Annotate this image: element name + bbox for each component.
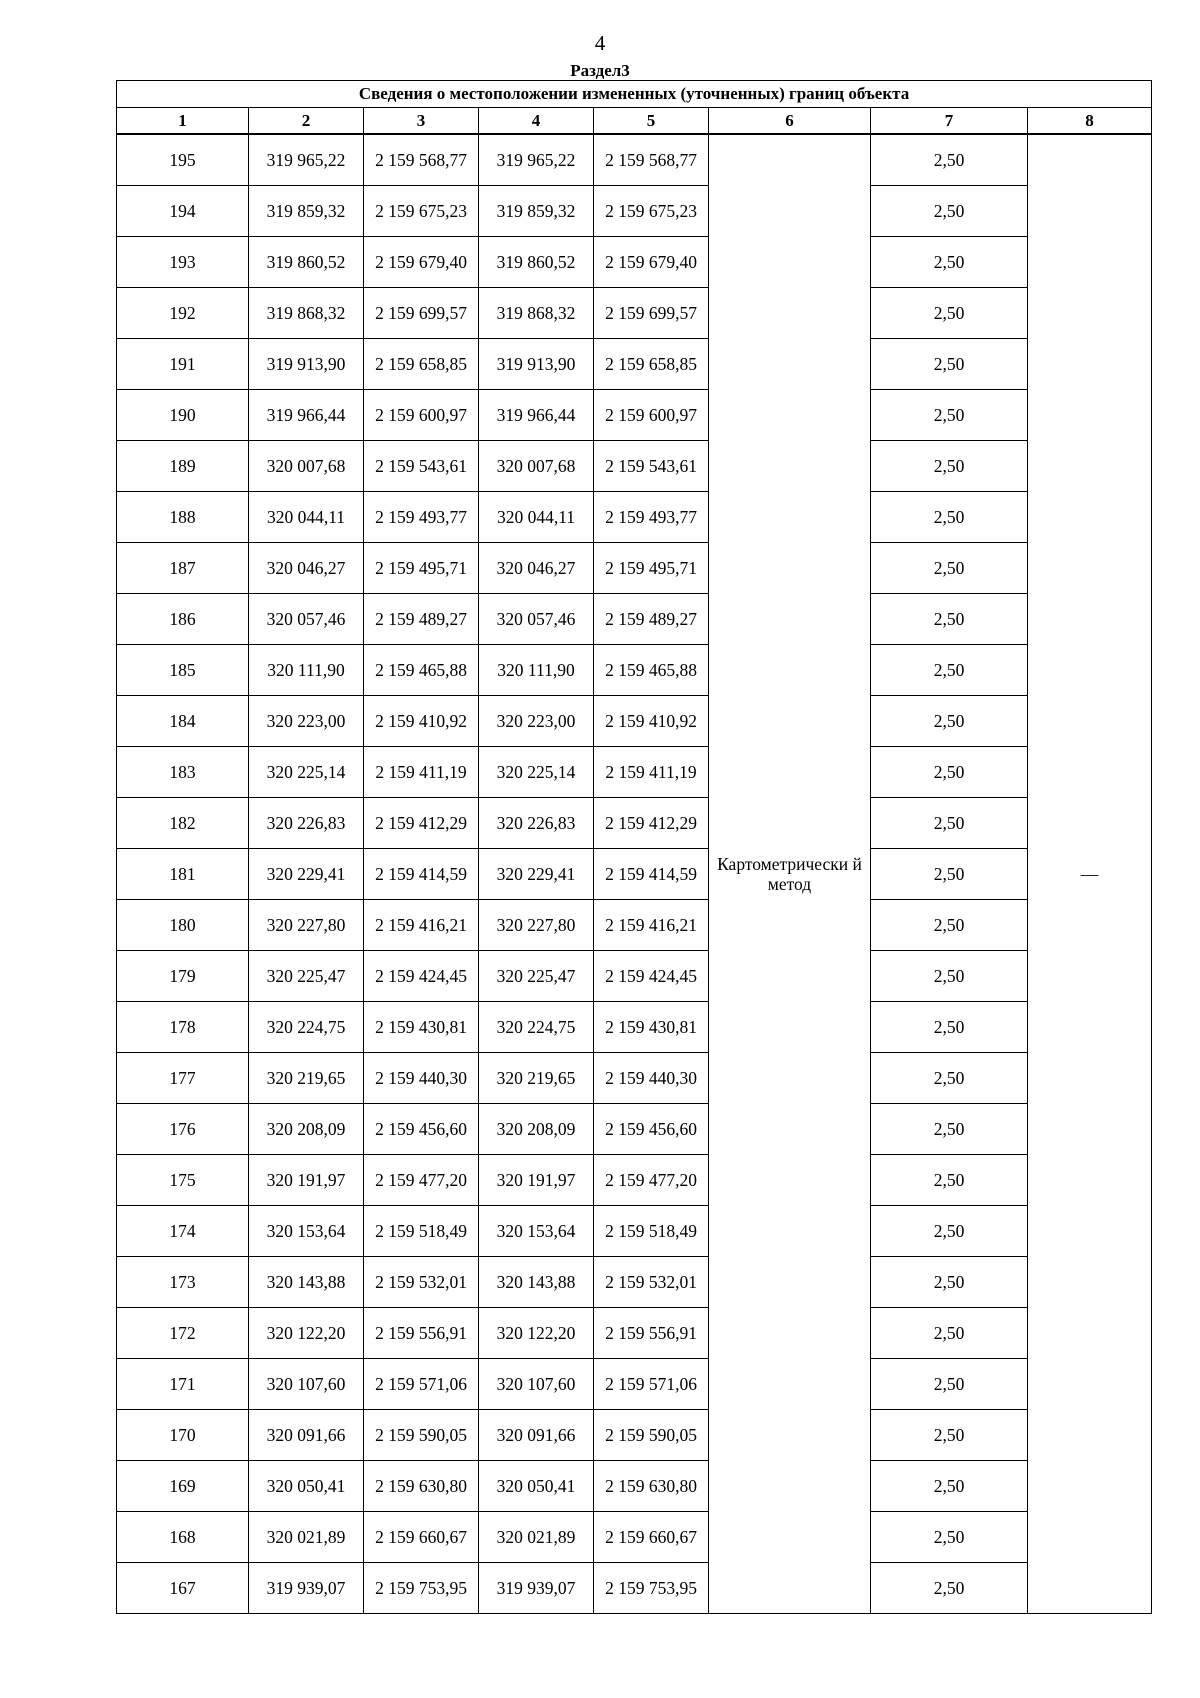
point-number-cell: 183 — [117, 747, 249, 798]
x-old-cell: 319 860,52 — [249, 237, 364, 288]
x-new-cell: 320 046,27 — [479, 543, 594, 594]
accuracy-cell: 2,50 — [871, 1002, 1028, 1053]
x-old-cell: 320 122,20 — [249, 1308, 364, 1359]
accuracy-cell: 2,50 — [871, 747, 1028, 798]
table-row — [117, 1308, 1152, 1359]
point-number-cell: 177 — [117, 1053, 249, 1104]
y-new-cell: 2 159 424,45 — [594, 951, 709, 1002]
y-old-cell: 2 159 518,49 — [364, 1206, 479, 1257]
y-new-cell: 2 159 493,77 — [594, 492, 709, 543]
x-old-cell: 320 111,90 — [249, 645, 364, 696]
point-number-cell: 186 — [117, 594, 249, 645]
accuracy-cell: 2,50 — [871, 441, 1028, 492]
column-number-7: 7 — [871, 108, 1028, 135]
y-old-cell: 2 159 493,77 — [364, 492, 479, 543]
column-number-4: 4 — [479, 108, 594, 135]
y-new-cell: 2 159 477,20 — [594, 1155, 709, 1206]
y-old-cell: 2 159 556,91 — [364, 1308, 479, 1359]
y-old-cell: 2 159 412,29 — [364, 798, 479, 849]
y-old-cell: 2 159 660,67 — [364, 1512, 479, 1563]
y-new-cell: 2 159 465,88 — [594, 645, 709, 696]
section-title: Раздел3 — [570, 61, 630, 80]
x-old-cell: 320 191,97 — [249, 1155, 364, 1206]
y-old-cell: 2 159 600,97 — [364, 390, 479, 441]
accuracy-cell: 2,50 — [871, 288, 1028, 339]
y-old-cell: 2 159 414,59 — [364, 849, 479, 900]
y-new-cell: 2 159 416,21 — [594, 900, 709, 951]
table-row — [117, 543, 1152, 594]
x-new-cell: 320 050,41 — [479, 1461, 594, 1512]
y-new-cell: 2 159 699,57 — [594, 288, 709, 339]
accuracy-cell: 2,50 — [871, 594, 1028, 645]
y-new-cell: 2 159 556,91 — [594, 1308, 709, 1359]
x-old-cell: 319 913,90 — [249, 339, 364, 390]
y-old-cell: 2 159 495,71 — [364, 543, 479, 594]
x-new-cell: 319 860,52 — [479, 237, 594, 288]
table-row — [117, 1410, 1152, 1461]
y-new-cell: 2 159 568,77 — [594, 134, 709, 186]
x-old-cell: 320 225,47 — [249, 951, 364, 1002]
point-number-cell: 180 — [117, 900, 249, 951]
y-new-cell: 2 159 600,97 — [594, 390, 709, 441]
column-number-row — [117, 108, 1152, 135]
table-row — [117, 1155, 1152, 1206]
y-new-cell: 2 159 489,27 — [594, 594, 709, 645]
y-new-cell: 2 159 571,06 — [594, 1359, 709, 1410]
accuracy-cell: 2,50 — [871, 134, 1028, 186]
y-new-cell: 2 159 495,71 — [594, 543, 709, 594]
table-row — [117, 1512, 1152, 1563]
x-new-cell: 320 229,41 — [479, 849, 594, 900]
x-new-cell: 320 044,11 — [479, 492, 594, 543]
y-old-cell: 2 159 568,77 — [364, 134, 479, 186]
y-old-cell: 2 159 410,92 — [364, 696, 479, 747]
x-new-cell: 320 219,65 — [479, 1053, 594, 1104]
x-old-cell: 320 143,88 — [249, 1257, 364, 1308]
x-new-cell: 320 225,47 — [479, 951, 594, 1002]
point-number-cell: 182 — [117, 798, 249, 849]
y-new-cell: 2 159 410,92 — [594, 696, 709, 747]
y-new-cell: 2 159 753,95 — [594, 1563, 709, 1614]
column-number-5: 5 — [594, 108, 709, 135]
table-row — [117, 747, 1152, 798]
x-old-cell: 320 208,09 — [249, 1104, 364, 1155]
column-number-6: 6 — [709, 108, 871, 135]
x-old-cell: 320 046,27 — [249, 543, 364, 594]
table-row — [117, 798, 1152, 849]
y-new-cell: 2 159 543,61 — [594, 441, 709, 492]
x-old-cell: 319 939,07 — [249, 1563, 364, 1614]
point-number-cell: 168 — [117, 1512, 249, 1563]
x-new-cell: 320 007,68 — [479, 441, 594, 492]
y-old-cell: 2 159 477,20 — [364, 1155, 479, 1206]
accuracy-cell: 2,50 — [871, 186, 1028, 237]
column-number-1: 1 — [117, 108, 249, 135]
table-row — [117, 390, 1152, 441]
x-old-cell: 319 868,32 — [249, 288, 364, 339]
table-row — [117, 1563, 1152, 1614]
x-old-cell: 320 224,75 — [249, 1002, 364, 1053]
y-old-cell: 2 159 571,06 — [364, 1359, 479, 1410]
point-number-cell: 184 — [117, 696, 249, 747]
y-old-cell: 2 159 590,05 — [364, 1410, 479, 1461]
accuracy-cell: 2,50 — [871, 696, 1028, 747]
y-new-cell: 2 159 440,30 — [594, 1053, 709, 1104]
table-row — [117, 951, 1152, 1002]
y-new-cell: 2 159 660,67 — [594, 1512, 709, 1563]
point-number-cell: 174 — [117, 1206, 249, 1257]
x-new-cell: 320 227,80 — [479, 900, 594, 951]
y-old-cell: 2 159 430,81 — [364, 1002, 479, 1053]
x-old-cell: 320 091,66 — [249, 1410, 364, 1461]
x-old-cell: 319 859,32 — [249, 186, 364, 237]
x-old-cell: 320 153,64 — [249, 1206, 364, 1257]
x-old-cell: 320 007,68 — [249, 441, 364, 492]
table-row — [117, 1359, 1152, 1410]
y-old-cell: 2 159 543,61 — [364, 441, 479, 492]
accuracy-cell: 2,50 — [871, 900, 1028, 951]
x-new-cell: 320 226,83 — [479, 798, 594, 849]
coordinates-table — [116, 80, 1152, 1614]
x-old-cell: 319 966,44 — [249, 390, 364, 441]
y-old-cell: 2 159 424,45 — [364, 951, 479, 1002]
y-new-cell: 2 159 658,85 — [594, 339, 709, 390]
x-new-cell: 320 143,88 — [479, 1257, 594, 1308]
table-row — [117, 441, 1152, 492]
point-number-cell: 178 — [117, 1002, 249, 1053]
y-new-cell: 2 159 412,29 — [594, 798, 709, 849]
x-new-cell: 320 224,75 — [479, 1002, 594, 1053]
table-row — [117, 339, 1152, 390]
accuracy-cell: 2,50 — [871, 1359, 1028, 1410]
accuracy-cell: 2,50 — [871, 1512, 1028, 1563]
y-new-cell: 2 159 456,60 — [594, 1104, 709, 1155]
accuracy-cell: 2,50 — [871, 1308, 1028, 1359]
table-row — [117, 237, 1152, 288]
point-number-cell: 171 — [117, 1359, 249, 1410]
x-new-cell: 320 225,14 — [479, 747, 594, 798]
point-number-cell: 170 — [117, 1410, 249, 1461]
point-number-cell: 185 — [117, 645, 249, 696]
x-new-cell: 320 122,20 — [479, 1308, 594, 1359]
table-row — [117, 696, 1152, 747]
accuracy-cell: 2,50 — [871, 390, 1028, 441]
y-old-cell: 2 159 489,27 — [364, 594, 479, 645]
y-new-cell: 2 159 675,23 — [594, 186, 709, 237]
x-old-cell: 320 050,41 — [249, 1461, 364, 1512]
table-row — [117, 900, 1152, 951]
column-number-3: 3 — [364, 108, 479, 135]
x-old-cell: 320 229,41 — [249, 849, 364, 900]
point-number-cell: 190 — [117, 390, 249, 441]
x-new-cell: 319 859,32 — [479, 186, 594, 237]
x-new-cell: 319 966,44 — [479, 390, 594, 441]
table-row — [117, 186, 1152, 237]
method-cell: Картометрически й метод — [709, 134, 871, 1614]
x-old-cell: 320 219,65 — [249, 1053, 364, 1104]
y-old-cell: 2 159 699,57 — [364, 288, 479, 339]
accuracy-cell: 2,50 — [871, 1563, 1028, 1614]
y-new-cell: 2 159 518,49 — [594, 1206, 709, 1257]
accuracy-cell: 2,50 — [871, 237, 1028, 288]
table-row — [117, 1461, 1152, 1512]
y-old-cell: 2 159 675,23 — [364, 186, 479, 237]
table-row — [117, 1257, 1152, 1308]
table-body — [117, 134, 1152, 1614]
point-number-cell: 195 — [117, 134, 249, 186]
column8-cell: — — [1028, 134, 1152, 1614]
x-old-cell: 320 044,11 — [249, 492, 364, 543]
y-new-cell: 2 159 411,19 — [594, 747, 709, 798]
accuracy-cell: 2,50 — [871, 543, 1028, 594]
y-old-cell: 2 159 416,21 — [364, 900, 479, 951]
point-number-cell: 192 — [117, 288, 249, 339]
x-old-cell: 320 227,80 — [249, 900, 364, 951]
y-new-cell: 2 159 532,01 — [594, 1257, 709, 1308]
table-row — [117, 134, 1152, 186]
table-row — [117, 1206, 1152, 1257]
x-old-cell: 320 226,83 — [249, 798, 364, 849]
accuracy-cell: 2,50 — [871, 1104, 1028, 1155]
table-row — [117, 594, 1152, 645]
table-row — [117, 849, 1152, 900]
y-old-cell: 2 159 630,80 — [364, 1461, 479, 1512]
x-new-cell: 320 021,89 — [479, 1512, 594, 1563]
x-old-cell: 320 057,46 — [249, 594, 364, 645]
point-number-cell: 193 — [117, 237, 249, 288]
x-old-cell: 319 965,22 — [249, 134, 364, 186]
accuracy-cell: 2,50 — [871, 798, 1028, 849]
accuracy-cell: 2,50 — [871, 1257, 1028, 1308]
column-number-8: 8 — [1028, 108, 1152, 135]
y-old-cell: 2 159 456,60 — [364, 1104, 479, 1155]
point-number-cell: 173 — [117, 1257, 249, 1308]
y-old-cell: 2 159 753,95 — [364, 1563, 479, 1614]
point-number-cell: 191 — [117, 339, 249, 390]
accuracy-cell: 2,50 — [871, 1206, 1028, 1257]
accuracy-cell: 2,50 — [871, 1053, 1028, 1104]
y-old-cell: 2 159 465,88 — [364, 645, 479, 696]
point-number-cell: 172 — [117, 1308, 249, 1359]
table-row — [117, 1053, 1152, 1104]
x-new-cell: 320 091,66 — [479, 1410, 594, 1461]
accuracy-cell: 2,50 — [871, 645, 1028, 696]
x-new-cell: 320 057,46 — [479, 594, 594, 645]
accuracy-cell: 2,50 — [871, 951, 1028, 1002]
x-new-cell: 320 191,97 — [479, 1155, 594, 1206]
x-new-cell: 319 965,22 — [479, 134, 594, 186]
x-new-cell: 320 107,60 — [479, 1359, 594, 1410]
column-number-2: 2 — [249, 108, 364, 135]
page-number: 4 — [594, 31, 606, 55]
point-number-cell: 179 — [117, 951, 249, 1002]
table-row — [117, 1002, 1152, 1053]
y-new-cell: 2 159 430,81 — [594, 1002, 709, 1053]
point-number-cell: 189 — [117, 441, 249, 492]
accuracy-cell: 2,50 — [871, 1410, 1028, 1461]
y-old-cell: 2 159 411,19 — [364, 747, 479, 798]
table-row — [117, 1104, 1152, 1155]
point-number-cell: 188 — [117, 492, 249, 543]
x-old-cell: 320 223,00 — [249, 696, 364, 747]
x-new-cell: 319 939,07 — [479, 1563, 594, 1614]
accuracy-cell: 2,50 — [871, 1461, 1028, 1512]
y-new-cell: 2 159 630,80 — [594, 1461, 709, 1512]
accuracy-cell: 2,50 — [871, 339, 1028, 390]
y-old-cell: 2 159 532,01 — [364, 1257, 479, 1308]
x-new-cell: 319 913,90 — [479, 339, 594, 390]
accuracy-cell: 2,50 — [871, 1155, 1028, 1206]
y-old-cell: 2 159 658,85 — [364, 339, 479, 390]
y-new-cell: 2 159 590,05 — [594, 1410, 709, 1461]
x-new-cell: 320 223,00 — [479, 696, 594, 747]
x-old-cell: 320 225,14 — [249, 747, 364, 798]
table-row — [117, 645, 1152, 696]
x-new-cell: 320 153,64 — [479, 1206, 594, 1257]
point-number-cell: 194 — [117, 186, 249, 237]
point-number-cell: 181 — [117, 849, 249, 900]
point-number-cell: 176 — [117, 1104, 249, 1155]
x-new-cell: 320 111,90 — [479, 645, 594, 696]
y-old-cell: 2 159 440,30 — [364, 1053, 479, 1104]
y-old-cell: 2 159 679,40 — [364, 237, 479, 288]
x-old-cell: 320 107,60 — [249, 1359, 364, 1410]
point-number-cell: 187 — [117, 543, 249, 594]
y-new-cell: 2 159 679,40 — [594, 237, 709, 288]
x-new-cell: 320 208,09 — [479, 1104, 594, 1155]
point-number-cell: 175 — [117, 1155, 249, 1206]
x-new-cell: 319 868,32 — [479, 288, 594, 339]
point-number-cell: 167 — [117, 1563, 249, 1614]
table-row — [117, 492, 1152, 543]
table-row — [117, 288, 1152, 339]
x-old-cell: 320 021,89 — [249, 1512, 364, 1563]
accuracy-cell: 2,50 — [871, 849, 1028, 900]
point-number-cell: 169 — [117, 1461, 249, 1512]
accuracy-cell: 2,50 — [871, 492, 1028, 543]
table-caption: Сведения о местоположении измененных (уточненных) границ объекта — [117, 81, 1152, 108]
y-new-cell: 2 159 414,59 — [594, 849, 709, 900]
